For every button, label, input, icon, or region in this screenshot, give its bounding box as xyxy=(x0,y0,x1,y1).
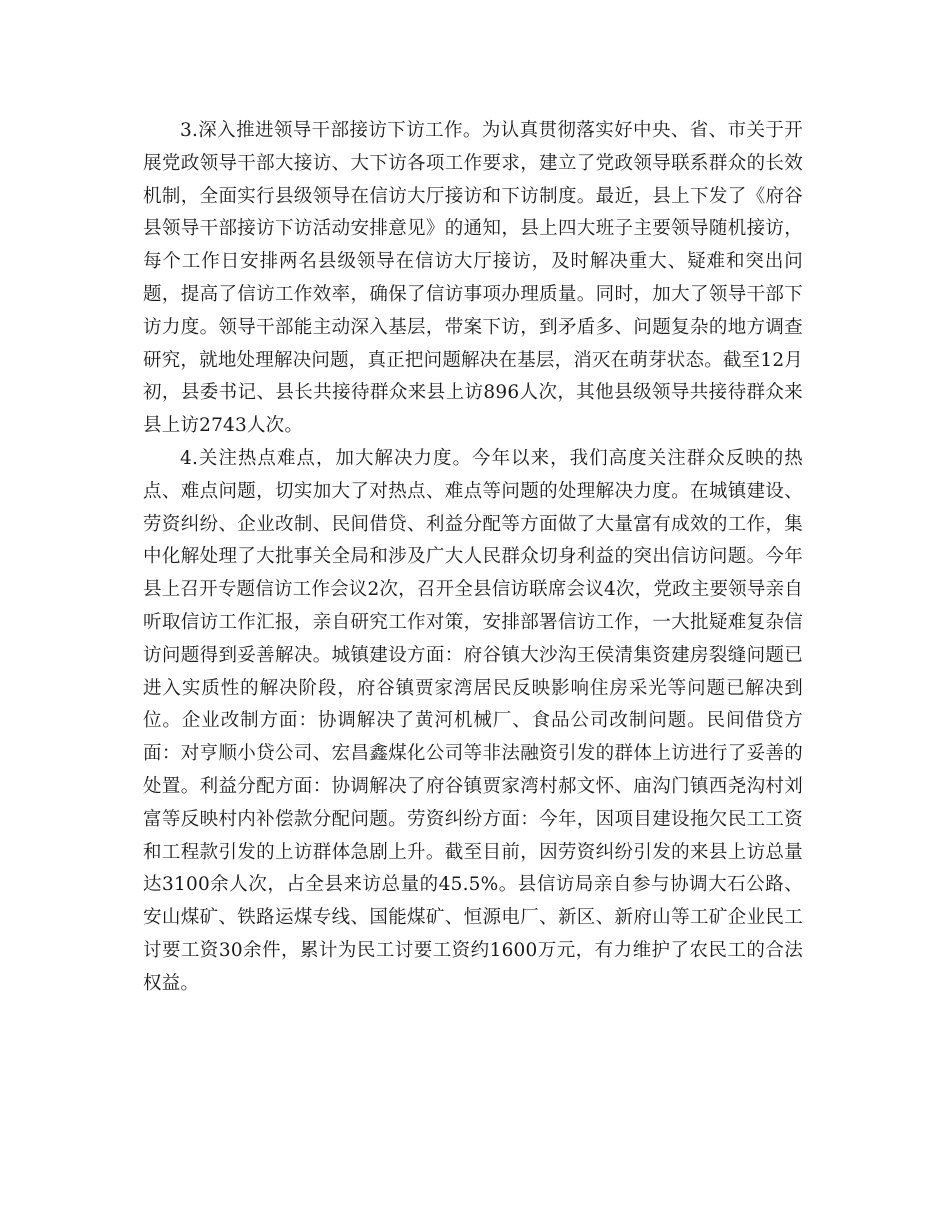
paragraph-leader-visits: 3.深入推进领导干部接访下访工作。为认真贯彻落实好中央、省、市关于开展党政领导干部大接访、大下访各项工作要求，建立了党政领导联系群众的长效机制，全面实行县级领导在信访大厅接访和下访制度。最近，县上下发了《府谷县领导干部接访下访活动安排意见》的通知，县上四大班子主要领导随机接访，每个工作日安排两名县级领导在信访大厅接访，及时解决重大、疑难和突出问题，提高了信访工作效率，确保了信访事项办理质量。同时，加大了领导干部下访力度。领导干部能主动深入基层，带案下访，到矛盾多、问题复杂的地方调查研究，就地处理解决问题，真正把问题解决在基层，消灭在萌芽状态。截至12月初，县委书记、县长共接待群众来县上访896人次，其他县级领导共接待群众来县上访2743人次。 xyxy=(143,120,803,437)
document-body xyxy=(143,115,803,1001)
paragraph-hotspot-issues: 4.关注热点难点，加大解决力度。今年以来，我们高度关注群众反映的热点、难点问题，切实加大了对热点、难点等问题的处理解决力度。在城镇建设、劳资纠纷、企业改制、民间借贷、利益分配等方面做了大量富有成效的工作，集中化解处理了大批事关全局和涉及广大人民群众切身利益的突出信访问题。今年县上召开专题信访工作会议2次，召开全县信访联席会议4次，党政主要领导亲自听取信访工作汇报，亲自研究工作对策，安排部署信访工作，一大批疑难复杂信访问题得到妥善解决。城镇建设方面：府谷镇大沙沟王侯清集资建房裂缝问题已进入实质性的解决阶段，府谷镇贾家湾居民反映影响住房采光等问题已解决到位。企业改制方面：协调解决了黄河机械厂、食品公司改制问题。民间借贷方面：对亨顺小贷公司、宏昌鑫煤化公司等非法融资引发的群体上访进行了妥善的处置。利益分配方面：协调解决了府谷镇贾家湾村郝文怀、庙沟门镇西尧沟村刘富等反映村内补偿款分配问题。劳资纠纷方面：今年，因项目建设拖欠民工工资和工程款引发的上访群体急剧上升。截至目前，因劳资纠纷引发的来县上访总量达3100余人次，占全县来访总量的45.5%。县信访局亲自参与协调大石公路、安山煤矿、铁路运煤专线、国能煤矿、恒源电厂、新区、新府山等工矿企业民工讨要工资30余件，累计为民工讨要工资约1600万元，有力维护了农民工的合法权益。 xyxy=(143,447,803,994)
